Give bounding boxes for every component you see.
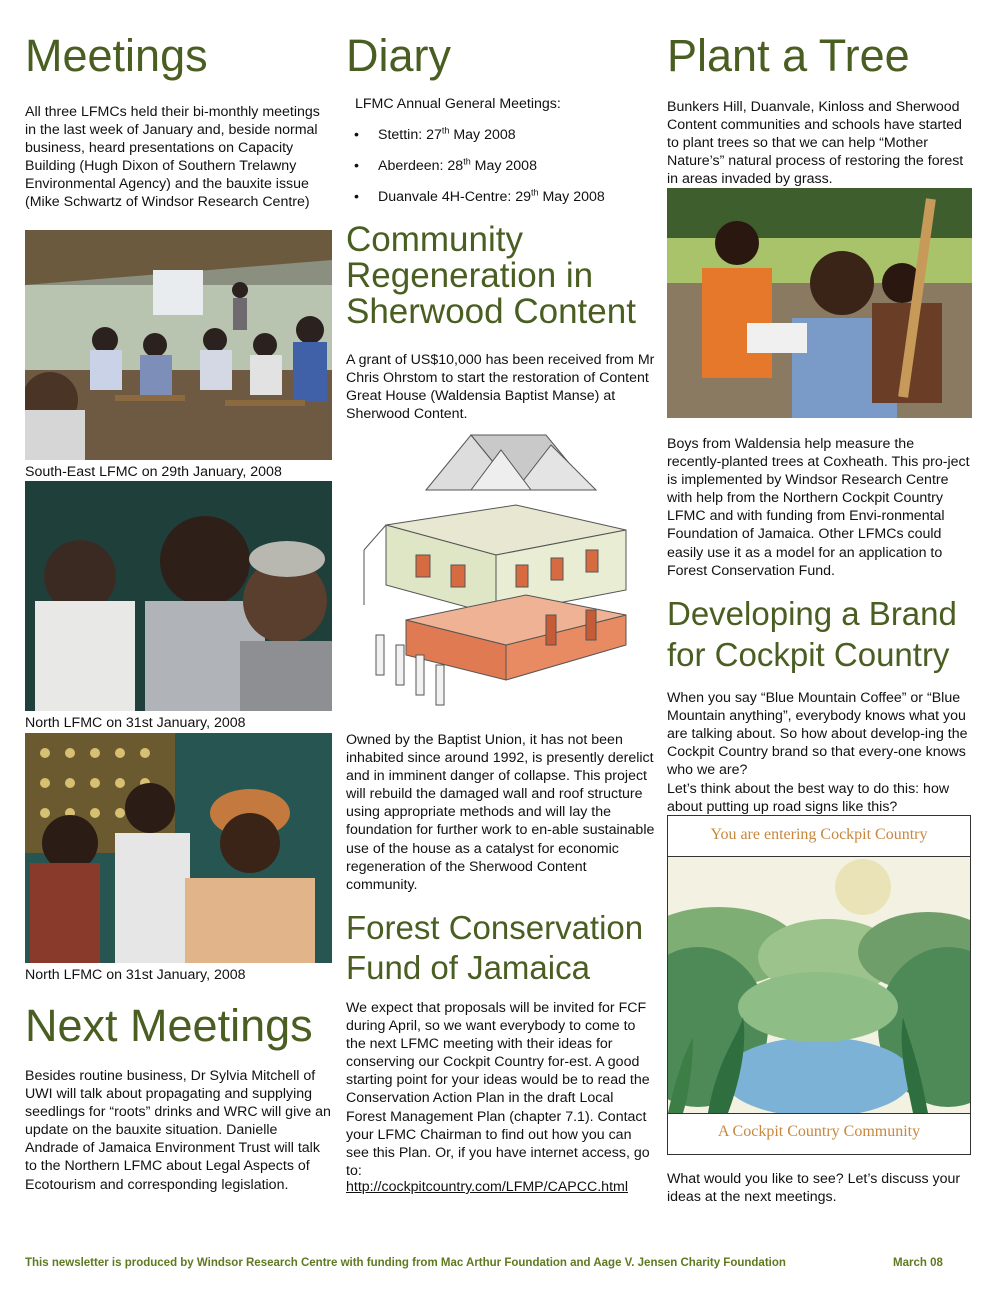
photo-caption-3: North LFMC on 31st January, 2008 — [25, 967, 246, 983]
diary-title: Diary — [346, 30, 452, 81]
footer-date: March 08 — [893, 1257, 943, 1269]
regeneration-body-2: Owned by the Baptist Union, it has not been inhabited since around 1992, is presently derelict and in imminent danger of collapse. This project will rebuild the damaged wall and roof structure using appropriate methods and will lay the foundation for further work to en-able sustainable use of the house as a catalyst for economic regeneration of the Sherwood Content community. — [346, 732, 655, 893]
diary-item: • Aberdeen: 28th May 2008 — [346, 157, 646, 175]
forest-fund-title: Forest Conservation Fund of Jamaica — [346, 909, 644, 986]
brand-title: Developing a Brand for Cockpit Country — [667, 595, 957, 673]
diary-item: • Stettin: 27th May 2008 — [346, 126, 646, 144]
forest-fund-body: We expect that proposals will be invited for FCF during April, so we want everybody to come to the next LFMC meeting with their ideas for conserving our Cockpit Country for-est. A good starting point for your ideas would be to read the Conservation Action Plan in the draft Local Forest Management Plan (chapter 7.1). Contact your LFMC Chairman to find out how you can see this Plan. Or, if you have internet access, go to: — [346, 1000, 650, 1179]
brand-closing: What would you like to see? Let’s discuss your ideas at the next meetings. — [667, 1171, 961, 1206]
diary-intro: LFMC Annual General Meetings: — [355, 96, 561, 112]
great-house-diagram — [356, 430, 646, 710]
north-meeting-photo-2 — [25, 733, 332, 963]
footer-credit: This newsletter is produced by Windsor Research Centre with funding from Mac Arthur Foundation and Aage V. Jensen Charity Foundation — [25, 1257, 786, 1269]
south-east-meeting-photo — [25, 230, 332, 460]
brand-body-1: When you say “Blue Mountain Coffee” or “Blue Mountain anything”, everybody knows what you are talking about. So how about develop-ing the Cockpit Country brand so that every-one knows who we are? — [667, 690, 968, 779]
cap-plan-link[interactable]: http://cockpitcountry.com/LFMP/CAPCC.html — [346, 1179, 628, 1195]
sign-top-text: You are entering Cockpit Country — [710, 826, 928, 843]
regeneration-title: Community Regeneration in Sherwood Content — [346, 220, 636, 331]
diary-item: • Duanvale 4H-Centre: 29th May 2008 — [346, 188, 646, 206]
next-meetings-body: Besides routine business, Dr Sylvia Mitchell of UWI will talk about propagating and supplying seedlings for “roots” drinks and WRC will give an update on the bauxite situation. Danielle Andrade of Jamaica Environment Trust will talk to the Northern LFMC about Legal Aspects of Ecotourism and corresponding legislation. — [25, 1068, 331, 1193]
sign-bottom-text: A Cockpit Country Community — [717, 1123, 921, 1140]
next-meetings-title: Next Meetings — [25, 1000, 313, 1051]
brand-body-2: Let’s think about the best way to do this: how about putting up road signs like this? — [667, 781, 950, 816]
diary-list — [346, 126, 646, 219]
photo-caption-1: South-East LFMC on 29th January, 2008 — [25, 464, 282, 480]
plant-tree-body-1: Bunkers Hill, Duanvale, Kinloss and Sherwood Content communities and schools have started to plant trees so that we can help “Mother Nature’s” natural process of restoring the forest in areas invaded by grass. — [667, 99, 964, 188]
plant-tree-title: Plant a Tree — [667, 30, 910, 81]
photo-caption-2: North LFMC on 31st January, 2008 — [25, 715, 246, 731]
road-sign-example — [667, 815, 971, 1155]
north-meeting-photo-1 — [25, 481, 332, 711]
plant-tree-body-2: Boys from Waldensia help measure the recently-planted trees at Coxheath. This pro-ject is implemented by Windsor Research Centre with help from the Northern Cockpit Country LFMC and with funding from Envi-ronmental Foundation of Jamaica. Other LFMCs could easily use it as a model for an application to Forest Conservation Fund. — [667, 436, 970, 579]
boys-planting-photo — [667, 188, 972, 418]
meetings-title: Meetings — [25, 30, 208, 81]
sign-landscape-illustration — [668, 857, 970, 1113]
meetings-body: All three LFMCs held their bi-monthly meetings in the last week of January and, beside normal business, heard presentations on Capacity Building (Hugh Dixon of Southern Trelawny Environmental Agency) and the bauxite issue (Mike Schwartz of Windsor Research Centre) — [25, 104, 320, 211]
regeneration-body-1: A grant of US$10,000 has been received from Mr Chris Ohrstom to start the restoration of Content Great House (Waldensia Baptist Manse) at Sherwood Content. — [346, 352, 655, 423]
